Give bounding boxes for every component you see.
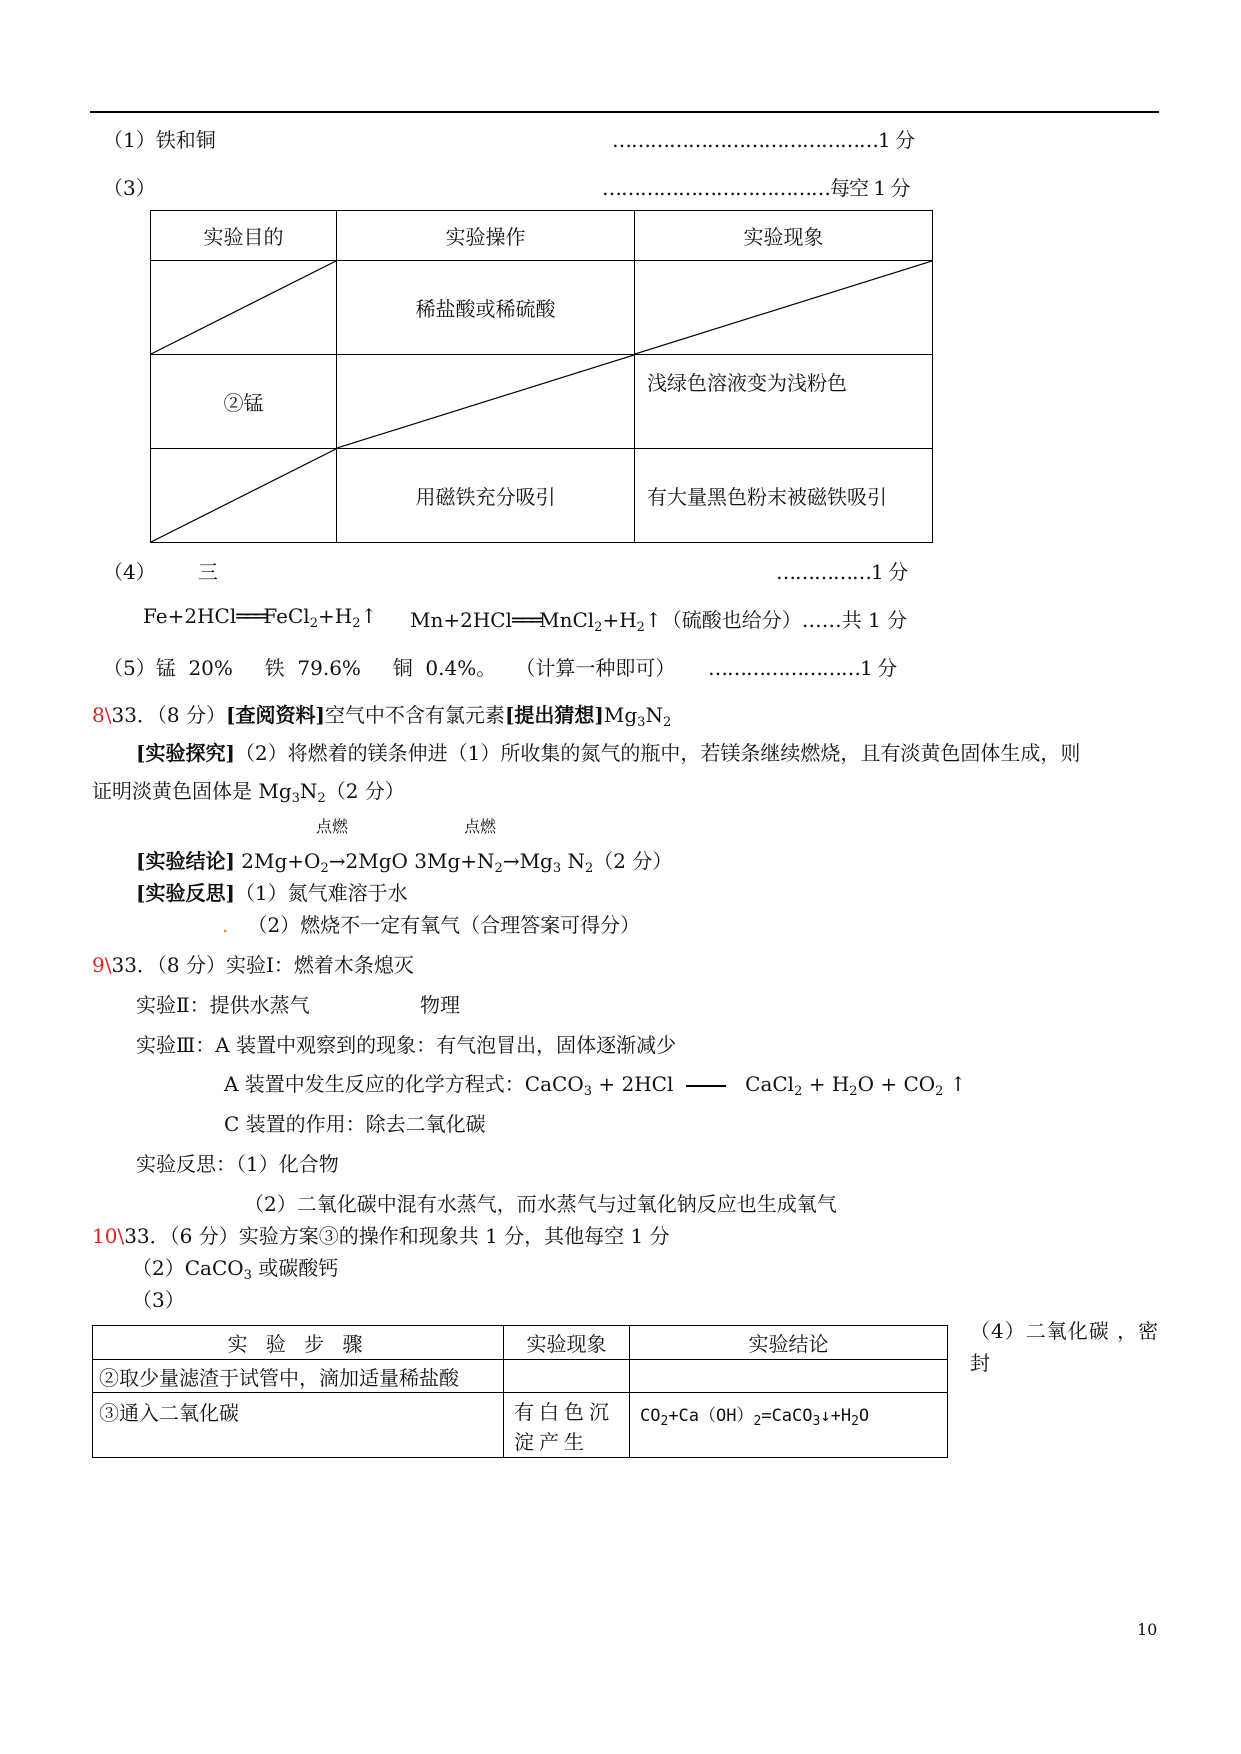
th-operation: 实验操作 — [337, 211, 635, 261]
q8-number: 8\ — [92, 703, 112, 727]
q9-line1: 9\33．（8 分）实验Ⅰ：燃着木条熄灭 — [92, 953, 414, 977]
s1-label: （1）铁和铜 — [103, 128, 216, 152]
ignite-label-1: 点燃 — [316, 817, 349, 836]
q9-exp2-answer: 物理 — [420, 993, 460, 1017]
q9-exp2: 实验Ⅱ：提供水蒸气 — [136, 993, 310, 1017]
diagonal-line — [151, 449, 336, 542]
page-number: 10 — [1137, 1620, 1158, 1639]
cell-r1-operation: 稀盐酸或稀硫酸 — [337, 261, 635, 355]
q8-conclusion: [实验结论] $2Mg+O_2\to 2MgO$ $3Mg+N_2\to Mg_3$ $N_2(2$ 分） — [136, 849, 673, 876]
s4-label: （4） — [103, 560, 156, 584]
q8-reflection-2: . （2）燃烧不一定有氧气（合理答案可得分） — [222, 913, 641, 937]
q8-line1: 8\33．（8 分）[查阅资料]空气中不含有氯元素[提出猜想]$Mg_3N_2$ — [92, 703, 672, 730]
q10-line3: （3） — [132, 1288, 185, 1312]
q8-reflection-1: [实验反思]（1）氮气难溶于水 — [136, 881, 408, 905]
s3-label: （3） — [103, 176, 156, 200]
cell-r1-phenomenon — [635, 261, 933, 355]
s5-score: ……………………1 分 — [708, 656, 897, 680]
cell-conc-2: $CO_2+Ca(OH)_2=CaCO_3↓+H_2O$ — [630, 1393, 948, 1458]
diagonal-line — [151, 261, 336, 354]
s3-score: ………………………………每空 1 分 — [602, 176, 910, 200]
cell-r3-phenomenon: 有大量黑色粉末被磁铁吸引 — [635, 449, 933, 543]
equation-fe: $Fe+2HCl═══FeCl_2+H_2↑$ — [143, 604, 378, 631]
q10-number: 10\ — [92, 1224, 125, 1248]
th-conclusion: 实验结论 — [630, 1326, 948, 1360]
s4-answer: 三 — [198, 560, 218, 584]
top-rule — [90, 111, 1159, 113]
cell-r3-operation: 用磁铁充分吸引 — [337, 449, 635, 543]
th-step: 实 验 步 骤 — [93, 1326, 504, 1360]
th-phenomenon-2: 实验现象 — [504, 1326, 630, 1360]
q9-reflection-1: 实验反思：（1）化合物 — [136, 1152, 339, 1176]
cell-conc-1 — [630, 1360, 948, 1393]
q10-line1: 10\33．（6 分）实验方案③的操作和现象共 1 分，其他每空 1 分 — [92, 1224, 670, 1248]
q9-equation: A 装置中发生反应的化学方程式：CaCO$_3$ + 2HCl CaCl$_2$ + $H_2O + CO_2$ ↑ — [224, 1072, 967, 1099]
s5-text: （5）锰 20% 铁 79.6% 铜 0.4%。 （计算一种即可） — [103, 656, 676, 680]
cell-r1-purpose — [151, 261, 337, 355]
experiment-table-2 — [92, 1325, 948, 1458]
cell-r2-operation — [337, 355, 635, 449]
cell-phen-1 — [504, 1360, 630, 1393]
q10-side-answer: （4）二氧化碳 ，密封 — [970, 1319, 1160, 1375]
cell-r2-purpose: ②锰 — [151, 355, 337, 449]
q9-reflection-2: （2）二氧化碳中混有水蒸气，而水蒸气与过氧化钠反应也生成氧气 — [244, 1192, 837, 1216]
q9-exp3: 实验Ⅲ：A 装置中观察到的现象：有气泡冒出，固体逐渐减少 — [136, 1033, 677, 1057]
cell-step-1: ②取少量滤渣于试管中，滴加适量稀盐酸 — [93, 1360, 504, 1393]
cell-step-2: ③通入二氧化碳 — [93, 1393, 504, 1458]
th-purpose: 实验目的 — [151, 211, 337, 261]
experiment-table-1 — [150, 210, 933, 543]
cell-phen-2: 有白色沉淀产生 — [504, 1393, 630, 1458]
diagonal-line — [337, 355, 634, 448]
q8-line3: 证明淡黄色固体是 $Mg_3N_2(2$ 分） — [92, 779, 405, 806]
cell-r3-purpose — [151, 449, 337, 543]
equation-mn: $Mn+2HCl═══MnCl_2+H_2↑$（硫酸也给分）……共 1 分 — [410, 608, 908, 635]
s1-score: ……………………………………1 分 — [612, 128, 915, 152]
cell-r2-phenomenon: 浅绿色溶液变为浅粉色 — [635, 355, 933, 449]
diagonal-line — [635, 261, 932, 354]
ignite-label-2: 点燃 — [464, 817, 497, 836]
q9-device-c: C 装置的作用：除去二氧化碳 — [224, 1112, 486, 1136]
s4-score: ……………1 分 — [776, 560, 908, 584]
q9-number: 9\ — [92, 953, 112, 977]
q10-line2: （2）CaCO$_3$ 或碳酸钙 — [132, 1256, 339, 1283]
th-phenomenon: 实验现象 — [635, 211, 933, 261]
q8-line2: [实验探究]（2）将燃着的镁条伸进（1）所收集的氮气的瓶中，若镁条继续燃烧，且有淡黄色固体生成，则 — [136, 741, 1081, 765]
